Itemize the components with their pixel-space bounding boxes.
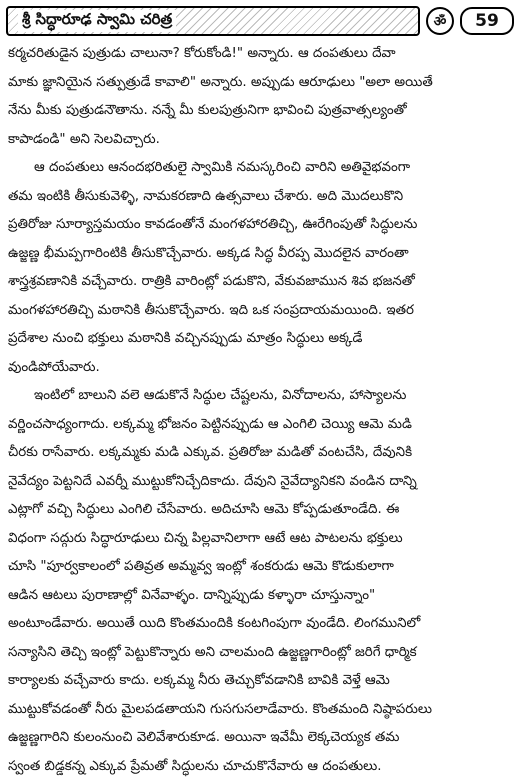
text-line: మంగళహారతిచ్చి మఠానికి తీసుకొచ్చేవారు. ఇది ఒక సంప్రదాయమయింది. ఇతర: [8, 297, 508, 326]
text-line: కార్యాలకు వచ్చేవారు కాదు. లక్కమ్మ నీరు తెచ్చుకోవడానికి బావికి వెళ్తే ఆమె: [8, 667, 508, 696]
text-line: తమ ఇంటికి తీసుకువెళ్ళి, నామకరణాది ఉత్సవాలు చేశారు. అది మొదలుకొని: [8, 183, 508, 212]
text-line: ఇంటిలో బాలుని వలె ఆడుకొనే సిద్ధుల చేష్టలను, వినోదాలను, హాస్యాలను: [8, 382, 508, 411]
text-line: వర్ణించసాధ్యంగాదు. లక్కమ్మ భోజనం పెట్టినప్పుడు ఆ ఎంగిలి చెయ్యి ఆమె మడి: [8, 411, 508, 440]
text-line: ప్రతిరోజు సూర్యాస్తమయం కావడంతోనే మంగళహారతిచ్చి, ఊరేగింపుతో సిద్ధులను: [8, 211, 508, 240]
text-line: అంటూండేవారు. అయితే యిది కొంతమందికి కంటగింపుగా వుండేది. లింగమునిలో: [8, 610, 508, 639]
text-line: ఎట్లాగో వచ్చి సిద్ధులు ఎంగిలి చేసేవారు. అదిచూసి ఆమె కోప్పడుతూండేది. ఈ: [8, 496, 508, 525]
body-text: [8, 40, 508, 781]
text-line: చూసి "పూర్వకాలంలో పతివ్రత అమ్మవ్వ ఇంట్లో శంకరుడు ఆమె కొడుకులాగా: [8, 553, 508, 582]
text-line: విధంగా సద్గురు సిద్ధారూఢులు చిన్న పిల్లవానిలాగా ఆటే ఆట పాటలను భక్తులు: [8, 525, 508, 554]
text-line: చీరకు రాసేవారు. లక్కమ్మకు మడి ఎక్కువ. ప్రతిరోజు మడితో వంటచేసి, దేవునికి: [8, 439, 508, 468]
text-line: సన్యాసిని తెచ్చి ఇంట్లో పెట్టుకొన్నారు అని చాలమంది ఉజ్జణ్ణగారింట్లో జరిగే ధార్మిక: [8, 639, 508, 668]
text-line: ముట్టుకోవడంతో నీరు మైలపడతాయని గుసగుసలాడేవారు. కొంతమంది నిష్ఠాపరులు: [8, 696, 508, 725]
text-line: మాకు జ్ఞానియైన సత్పుత్రుడే కావాలి" అన్నారు. అప్పుడు ఆరూఢులు "అలా అయితే: [8, 69, 508, 98]
text-line: నేను మీకు పుత్రుడనౌతాను. నన్నే మీ కులపుత్రునిగా భావించి పుత్రవాత్సల్యంతో: [8, 97, 508, 126]
text-line: వుండిపోయేవారు.: [8, 354, 508, 383]
text-line: ప్రదేశాల నుంచి భక్తులు మఠానికి వచ్చినప్పుడు మాత్రం సిద్ధులు అక్కడే: [8, 325, 508, 354]
text-line: ఉజ్జణ్ణ భీమప్పగారింటికి తీసుకొచ్చేవారు. అక్కడ సిద్ధ వీరప్ప మొదలైన వారంతా: [8, 240, 508, 269]
text-line: స్వంత బిడ్డకన్న ఎక్కువ ప్రేమతో సిద్ధులను చూచుకొనేవారు ఆ దంపతులు.: [8, 753, 508, 781]
text-line: శాస్త్రశ్రవణానికి వచ్చేవారు. రాత్రికి వారింట్లో పడుకొని, వేకువజామున శివ భజనతో: [8, 268, 508, 297]
running-title: శ్రీ సిద్ధారూఢ స్వామి చరిత్ర: [18, 10, 176, 32]
text-line: ఆడిన ఆటలు పురాణాల్లో వినేవాళ్ళం. దాన్నిప్పుడు కళ్ళారా చూస్తున్నాం": [8, 582, 508, 611]
text-line: ఉజ్జణ్ణగారిని కులంనుంచి వెలివేశారుకూడ. అయినా ఇవేమీ లెక్కచెయ్యక తమ: [8, 724, 508, 753]
page-header: [6, 6, 514, 36]
text-line: కాపాడండి" అని సెలవిచ్చారు.: [8, 126, 508, 155]
text-line: కర్మచరితుడైన పుత్రుడు చాలునా? కోరుకోండి!" అన్నారు. ఆ దంపతులు దేవా: [8, 40, 508, 69]
om-emblem-icon: ॐ: [426, 7, 454, 35]
text-line: ఆ దంపతులు ఆనందభరితులై స్వామికి నమస్కరించి వారిని అతివైభవంగా: [8, 154, 508, 183]
running-title-bar: [6, 6, 420, 36]
page-number: 59: [460, 7, 514, 35]
text-line: నైవేద్యం పెట్టనిదే ఎవర్నీ ముట్టుకోనిచ్చేదికాదు. దేవుని నైవేద్యానికని వండిన దాన్ని: [8, 468, 508, 497]
